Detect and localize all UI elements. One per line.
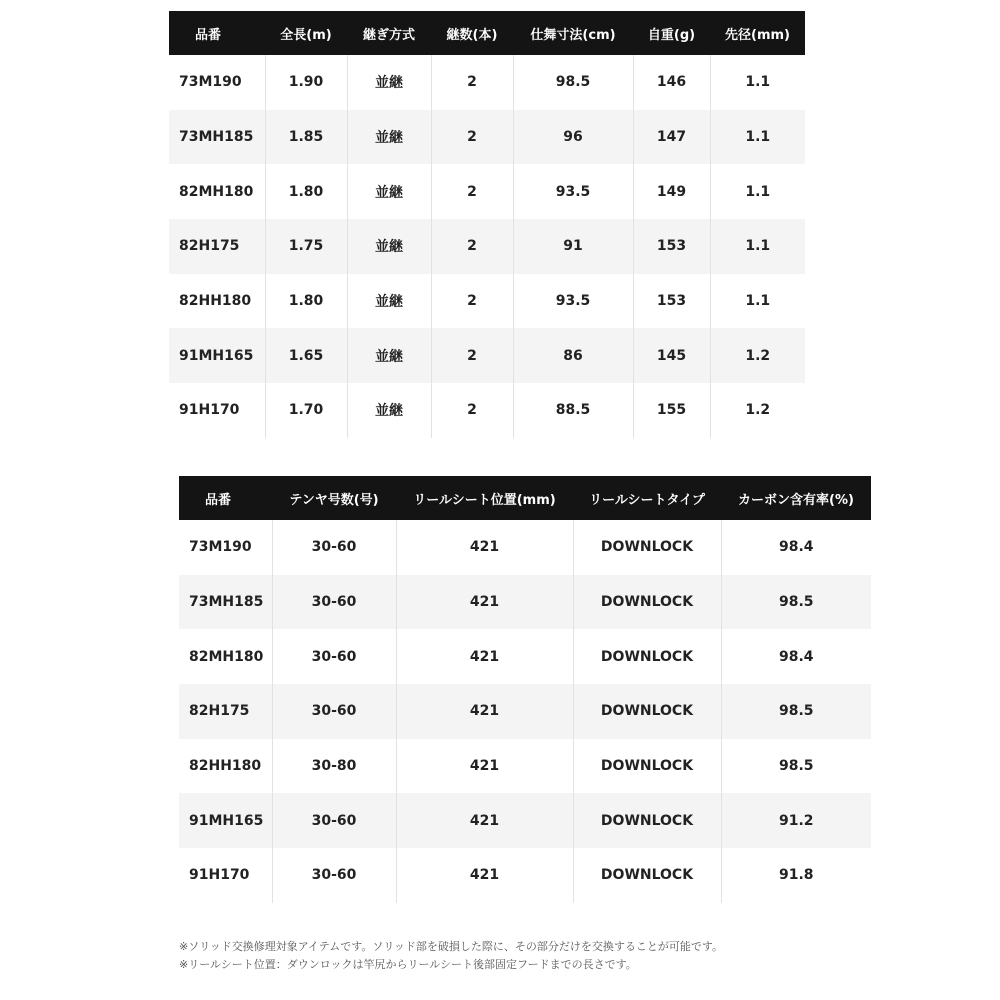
spec-table-1 [169,11,805,438]
table-cell: 98.5 [721,739,871,794]
table-cell: 93.5 [513,274,633,329]
table-cell: DOWNLOCK [573,739,721,794]
table-cell: 421 [396,793,573,848]
table-cell: 153 [633,274,710,329]
table-row [179,575,871,630]
table-cell: 82MH180 [169,164,265,219]
table-row [169,164,805,219]
table-cell: 146 [633,55,710,110]
table-cell: 30-60 [272,629,396,684]
table-cell: 91MH165 [169,328,265,383]
table-cell: 1.1 [710,219,805,274]
table-cell: 147 [633,110,710,165]
table-cell: 30-60 [272,793,396,848]
table-cell: 1.1 [710,110,805,165]
table-cell: 421 [396,739,573,794]
table-cell: 82MH180 [179,629,272,684]
header-cell: 継ぎ方式 [347,11,431,55]
table-cell: 153 [633,219,710,274]
table-cell: 98.4 [721,520,871,575]
table-cell: 91MH165 [179,793,272,848]
table-row [179,684,871,739]
table-cell: 30-80 [272,739,396,794]
table-row [169,383,805,438]
table-cell: 91H170 [169,383,265,438]
table-cell: 並継 [347,55,431,110]
table-cell: DOWNLOCK [573,629,721,684]
table-cell: 421 [396,629,573,684]
header-cell: 継数(本) [431,11,513,55]
footnotes [179,938,979,974]
table-header-row [169,11,805,55]
table-cell: 73MH185 [179,575,272,630]
table-cell: 82H175 [179,684,272,739]
table-row [169,328,805,383]
table-cell: 1.1 [710,55,805,110]
header-cell: テンヤ号数(号) [272,476,396,520]
table-cell: 91.8 [721,848,871,903]
spec-table-2 [179,476,871,903]
footnote: ※ソリッド交換修理対象アイテムです。ソリッド部を破損した際に、その部分だけを交換することが可能です。 [179,940,724,953]
table-cell: 86 [513,328,633,383]
table-cell: 1.85 [265,110,347,165]
table-cell: 91 [513,219,633,274]
table-cell: 82HH180 [169,274,265,329]
table-cell: 30-60 [272,520,396,575]
table-cell: 2 [431,55,513,110]
table-header-row [179,476,871,520]
table-cell: 88.5 [513,383,633,438]
table-cell: DOWNLOCK [573,575,721,630]
header-cell: 先径(mm) [710,11,805,55]
table-row [169,110,805,165]
table-cell: 1.80 [265,164,347,219]
table-row [179,848,871,903]
table-row [179,793,871,848]
header-cell: 仕舞寸法(cm) [513,11,633,55]
header-cell: リールシート位置(mm) [396,476,573,520]
table-cell: 1.1 [710,274,805,329]
table-cell: 149 [633,164,710,219]
table-cell: 2 [431,383,513,438]
table-cell: 並継 [347,383,431,438]
header-cell: 品番 [169,11,265,55]
table-cell: 30-60 [272,684,396,739]
table-cell: 1.90 [265,55,347,110]
table-row [169,219,805,274]
table-cell: 並継 [347,274,431,329]
table-cell: DOWNLOCK [573,848,721,903]
table-cell: 1.1 [710,164,805,219]
table-cell: DOWNLOCK [573,684,721,739]
table-cell: 2 [431,274,513,329]
table-cell: 並継 [347,110,431,165]
table-cell: 145 [633,328,710,383]
table-cell: 1.75 [265,219,347,274]
table-row [179,739,871,794]
table-cell: 並継 [347,219,431,274]
table-cell: 421 [396,684,573,739]
table-cell: 421 [396,520,573,575]
header-cell: リールシートタイプ [573,476,721,520]
table-cell: 421 [396,575,573,630]
table-cell: 2 [431,219,513,274]
table-row [179,629,871,684]
header-cell: 全長(m) [265,11,347,55]
table-cell: 73MH185 [169,110,265,165]
table-cell: 30-60 [272,848,396,903]
table-cell: 2 [431,328,513,383]
footnote: ※リールシート位置：ダウンロックは竿尻からリールシート後部固定フードまでの長さです。 [179,958,637,971]
table-cell: 82H175 [169,219,265,274]
table-row [179,520,871,575]
table-cell: 91.2 [721,793,871,848]
table-cell: 98.4 [721,629,871,684]
table-row [169,274,805,329]
table-cell: 1.2 [710,328,805,383]
table-cell: 98.5 [721,684,871,739]
table-cell: 96 [513,110,633,165]
table-cell: 1.80 [265,274,347,329]
table-cell: 82HH180 [179,739,272,794]
table-cell: 並継 [347,328,431,383]
table-cell: 1.2 [710,383,805,438]
table-row [169,55,805,110]
table-cell: 155 [633,383,710,438]
table-cell: 98.5 [513,55,633,110]
table-cell: DOWNLOCK [573,520,721,575]
table-cell: 1.70 [265,383,347,438]
header-cell: 自重(g) [633,11,710,55]
table-cell: 98.5 [721,575,871,630]
table-cell: 並継 [347,164,431,219]
table-cell: 91H170 [179,848,272,903]
table-cell: 421 [396,848,573,903]
table-cell: 73M190 [179,520,272,575]
table-cell: 2 [431,164,513,219]
table-cell: 30-60 [272,575,396,630]
table-cell: 2 [431,110,513,165]
table-cell: 73M190 [169,55,265,110]
header-cell: 品番 [179,476,272,520]
table-cell: 1.65 [265,328,347,383]
header-cell: カーボン含有率(%) [721,476,871,520]
table-cell: 93.5 [513,164,633,219]
table-cell: DOWNLOCK [573,793,721,848]
